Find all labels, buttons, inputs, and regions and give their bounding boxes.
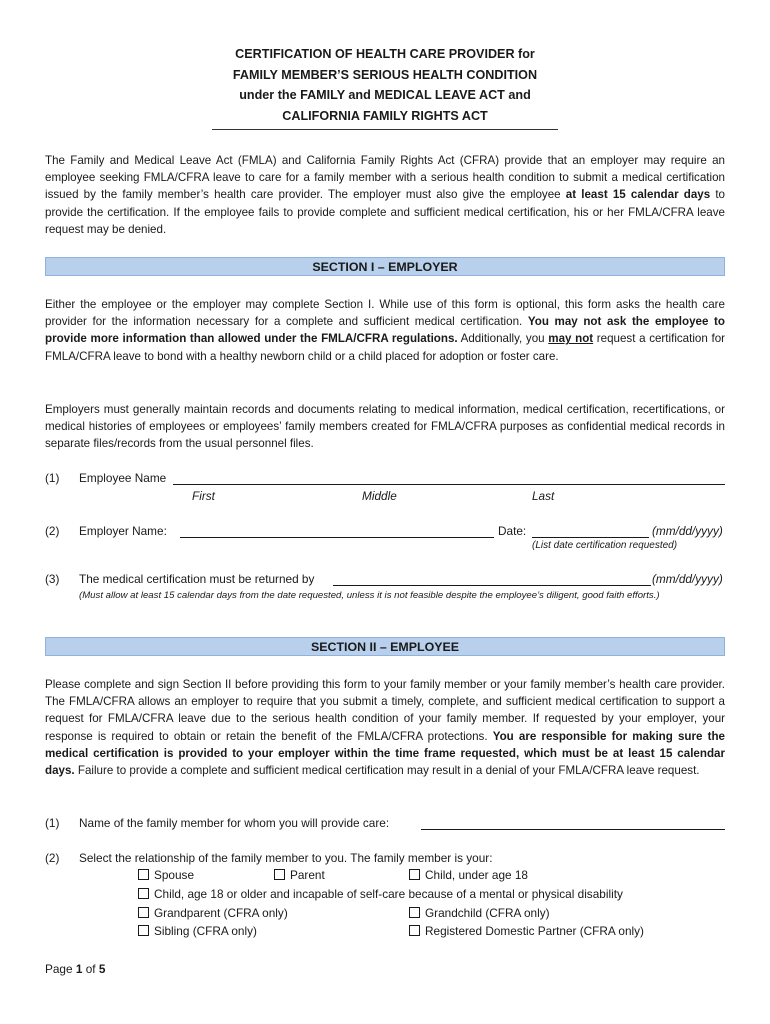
s2-item-1-number: (1) xyxy=(45,816,60,830)
s1-item-3-number: (3) xyxy=(45,572,60,586)
checkbox-domestic-partner[interactable] xyxy=(409,925,420,936)
s1p1-text-1: Either the employee or the employer may complete Section I. While use of this form is optional, this form asks the health care provider for the information necessary for a complete and sufficient medical certification. xyxy=(45,298,725,329)
checkbox-parent[interactable] xyxy=(274,869,285,880)
return-date-field[interactable] xyxy=(333,585,651,586)
family-member-name-field[interactable] xyxy=(421,829,725,830)
s1-item-2-number: (2) xyxy=(45,524,60,538)
s2-text-1: Please complete and sign Section II before providing this form to your family member or your family member’s health care provider. The FMLA/CFRA allows an employer to require that you submit a timely, complete, and sufficient medical certification to support a request for FMLA/CFRA leave due to the serious health condition of your family member. If requested by your employer, your response is required to obtain or retain the benefit of the FMLA/CFRA protections. xyxy=(45,678,725,743)
option-spouse[interactable]: Spouse xyxy=(138,867,194,883)
date-format-hint: (mm/dd/yyyy) xyxy=(652,524,723,538)
s1p1-text-2: Additionally, you xyxy=(457,332,549,346)
last-name-caption: Last xyxy=(532,489,555,503)
section-1-paragraph-1 xyxy=(45,296,725,365)
return-date-note: (Must allow at least 15 calendar days from the date requested, unless it is not feasible despite the employee’s diligent, good faith efforts.) xyxy=(79,590,660,601)
s2-bold-text: You are responsible for making sure the medical certification is provided to your employer within the time frame requested, which must be at least 15 calendar days. xyxy=(45,729,725,778)
s2-item-2-number: (2) xyxy=(45,851,60,865)
option-sibling[interactable]: Sibling (CFRA only) xyxy=(138,923,257,939)
employer-name-field[interactable] xyxy=(180,537,494,538)
family-member-name-label: Name of the family member for whom you will provide care: xyxy=(79,816,390,830)
title-line-4: CALIFORNIA FAMILY RIGHTS ACT xyxy=(282,108,488,123)
option-grandchild[interactable]: Grandchild (CFRA only) xyxy=(409,905,550,921)
s1p1-underline-text: may not xyxy=(548,332,594,346)
return-date-format-hint: (mm/dd/yyyy) xyxy=(652,572,723,586)
intro-paragraph xyxy=(45,152,725,238)
checkbox-grandparent[interactable] xyxy=(138,907,149,918)
s1p1-bold-text: You may not ask the employee to provide more information than allowed under the FMLA/CFRA regulations. xyxy=(45,315,725,346)
section-2-header: SECTION II – EMPLOYEE xyxy=(45,637,725,656)
checkbox-child-over-18[interactable] xyxy=(138,888,149,899)
title-line-1: CERTIFICATION OF HEALTH CARE PROVIDER for xyxy=(235,47,535,61)
employee-name-field[interactable] xyxy=(173,484,725,485)
relationship-prompt: Select the relationship of the family member to you. The family member is your: xyxy=(79,851,493,865)
section-2-paragraph xyxy=(45,676,725,779)
s1p1-text-3: request a certification for FMLA/CFRA leave to bond with a healthy newborn child or a child placed for adoption or foster care. xyxy=(45,332,726,363)
intro-text-1: The Family and Medical Leave Act (FMLA) and California Family Rights Act (CFRA) provide that an employer may require an employee seeking FMLA/CFRA leave to care for a family member with a serious health condition to submit a medical certification issued by the family member’s health care provider. The employer must also give the employee xyxy=(45,154,725,202)
date-requested-note: (List date certification requested) xyxy=(532,540,678,551)
employer-name-label: Employer Name: xyxy=(79,524,167,538)
s2-text-2: Failure to provide a complete and sufficient medical certification may result in a denial of your FMLA/CFRA leave request. xyxy=(74,764,700,778)
return-date-label: The medical certification must be returned by xyxy=(79,572,315,586)
intro-bold-text: at least 15 calendar days xyxy=(565,188,711,202)
option-grandparent[interactable]: Grandparent (CFRA only) xyxy=(138,905,288,921)
option-domestic-partner[interactable]: Registered Domestic Partner (CFRA only) xyxy=(409,923,644,939)
s1-item-1-number: (1) xyxy=(45,471,60,485)
intro-text-2: to provide the certification. If the employee fails to provide complete and sufficient medical certification, his or her FMLA/CFRA leave request may be denied. xyxy=(45,188,726,236)
date-label: Date: xyxy=(498,524,527,538)
option-child-under-18[interactable]: Child, under age 18 xyxy=(409,867,528,883)
section-1-header: SECTION I – EMPLOYER xyxy=(45,257,725,276)
title-divider xyxy=(212,129,558,130)
checkbox-spouse[interactable] xyxy=(138,869,149,880)
first-name-caption: First xyxy=(192,489,215,503)
document-title xyxy=(45,44,725,126)
option-parent[interactable]: Parent xyxy=(274,867,325,883)
date-requested-field[interactable] xyxy=(532,537,649,538)
title-line-2: FAMILY MEMBER’S SERIOUS HEALTH CONDITION xyxy=(232,67,538,82)
checkbox-sibling[interactable] xyxy=(138,925,149,936)
middle-name-caption: Middle xyxy=(362,489,397,503)
checkbox-child-under-18[interactable] xyxy=(409,869,420,880)
checkbox-grandchild[interactable] xyxy=(409,907,420,918)
option-child-over-18[interactable]: Child, age 18 or older and incapable of self-care because of a mental or physical disability xyxy=(138,886,623,902)
section-1-paragraph-2: Employers must generally maintain records and documents relating to medical information, medical certification, recertifications, or medical histories of employees or employees’ family members created for FMLA/CFRA purposes as confidential medical records in separate files/records from the usual personnel files. xyxy=(45,403,725,451)
employee-name-label: Employee Name xyxy=(79,471,167,485)
page-number: Page 1 of 5 xyxy=(45,962,106,976)
title-line-3: under the FAMILY and MEDICAL LEAVE ACT and xyxy=(239,88,531,102)
